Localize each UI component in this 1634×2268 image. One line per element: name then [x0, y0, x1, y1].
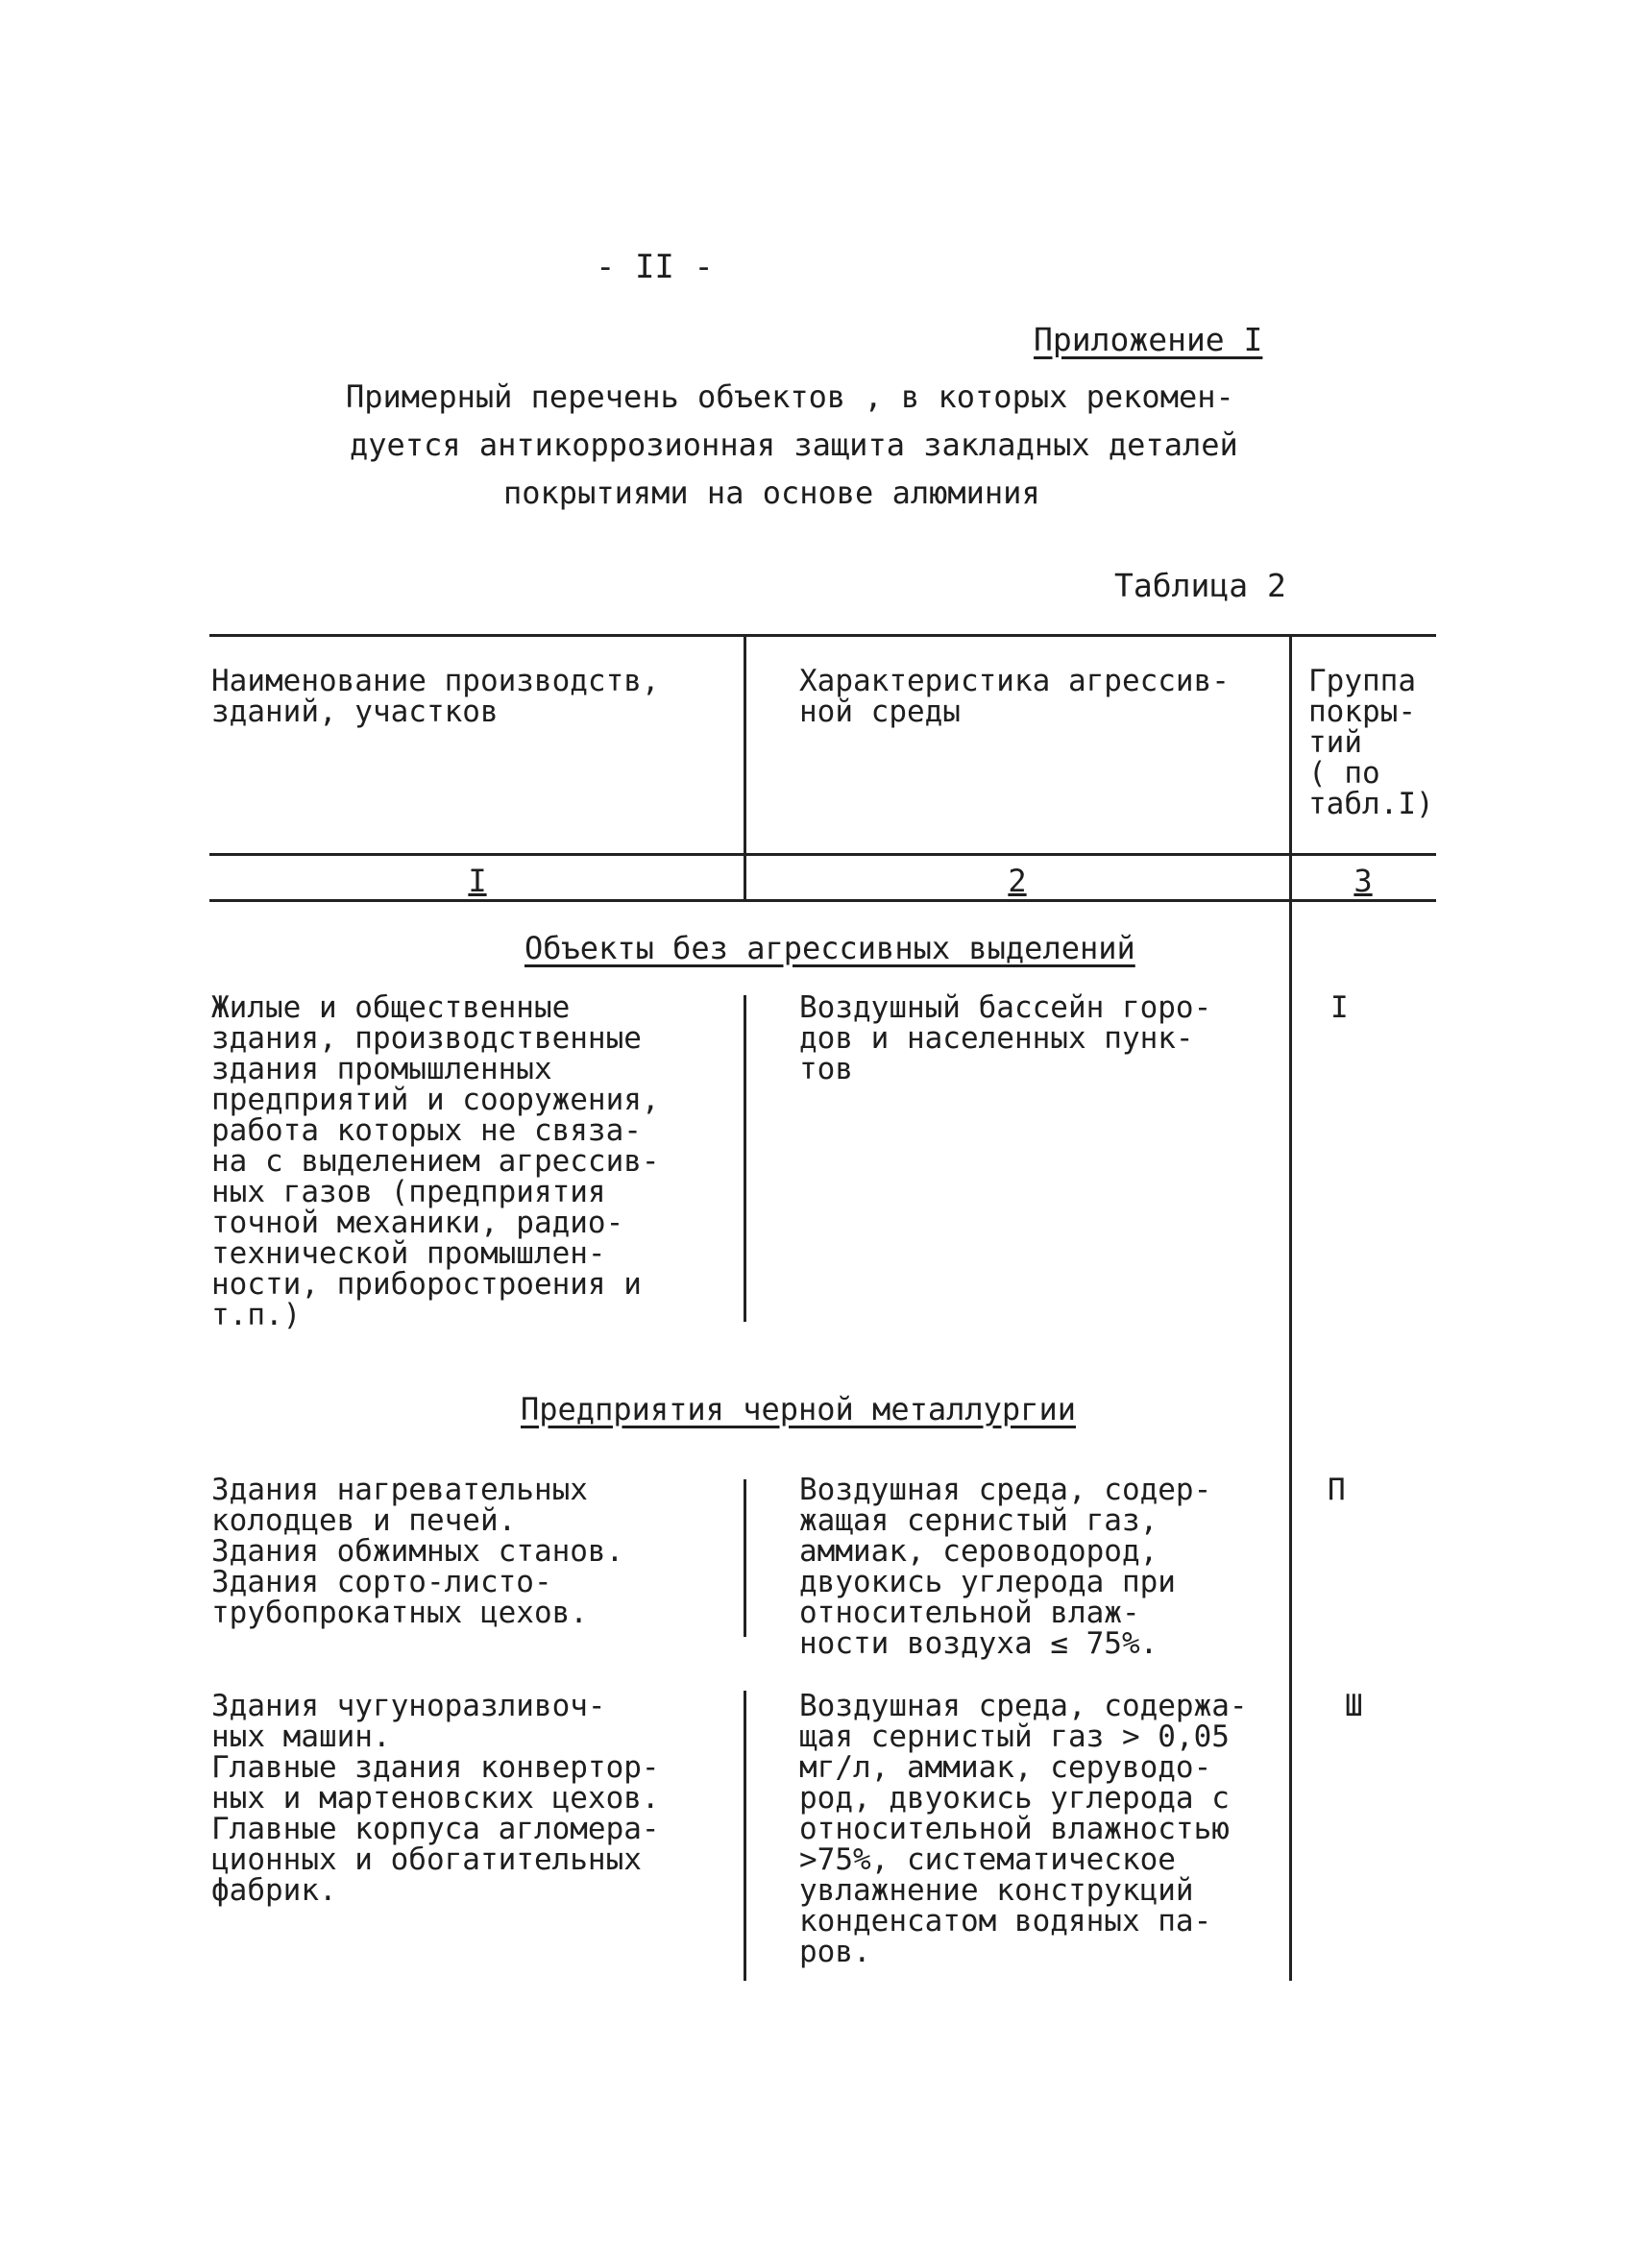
table-top-rule: [209, 634, 1436, 637]
appendix-label: Приложение I: [1034, 321, 1263, 358]
header-bottom-rule: [209, 853, 1436, 856]
page-number: - II -: [596, 248, 714, 286]
table-label: Таблица 2: [1114, 567, 1286, 604]
column-number-2: 2: [1008, 863, 1027, 899]
row-divider: [744, 1691, 746, 1981]
row-divider: [744, 995, 746, 1322]
section-title: Объекты без агрессивных выделений: [524, 930, 1135, 966]
column-number-3: 3: [1354, 863, 1373, 899]
row-name: Здания нагревательных колодцев и печей. Здания обжимных станов. Здания сорто-листо- трубопрокатных цехов.: [211, 1473, 624, 1630]
row-name: Здания чугуноразливоч- ных машин. Главные здания конвертор- ных и мартеновских цехов. Главные корпуса агломера- ционных и обогатительных фабрик.: [211, 1689, 660, 1908]
row-group: I: [1330, 990, 1349, 1025]
group-column-divider: [1289, 636, 1292, 1981]
row-environment: Воздушная среда, содер- жащая сернистый газ, аммиак, сероводород, двуокись углерода при относительной влаж- ности воздуха ≤ 75%.: [799, 1473, 1212, 1661]
column-number-1: I: [468, 863, 487, 899]
row-environment: Воздушный бассейн горо- дов и населенных пунк- тов: [799, 990, 1212, 1086]
row-divider: [744, 1479, 746, 1637]
title-line-3: покрытиями на основе алюминия: [503, 475, 1040, 511]
title-line-1: Примерный перечень объектов , в которых рекомен-: [346, 378, 1234, 415]
header-col3: Группа покры- тий ( по табл.I): [1308, 664, 1434, 821]
header-col1: Наименование производств, зданий, участков: [211, 664, 660, 729]
title-line-2: дуется антикоррозионная защита закладных деталей: [350, 427, 1238, 463]
row-environment: Воздушная среда, содержа- щая сернистый газ > 0,05 мг/л, аммиак, серуводо- род, двуокись углерода с относительной влажностью >75%, систематическое увлажнение конструкций конденсатом водяных па- ров.: [799, 1689, 1248, 1969]
section-title: Предприятия черной металлургии: [521, 1391, 1076, 1427]
header-col2: Характеристика агрессив- ной среды: [799, 664, 1230, 729]
row-group: Ш: [1345, 1689, 1363, 1723]
row-group: П: [1328, 1473, 1346, 1507]
header-divider-1: [744, 636, 746, 899]
column-numbers-rule: [209, 899, 1436, 902]
row-name: Жилые и общественные здания, производственные здания промышленных предприятий и сооружения, работа которых не связа- на с выделением агрессив- ных газов (предприятия точной механики, радио- технической промышлен- ности, приборостроения и т.п.): [211, 990, 660, 1332]
